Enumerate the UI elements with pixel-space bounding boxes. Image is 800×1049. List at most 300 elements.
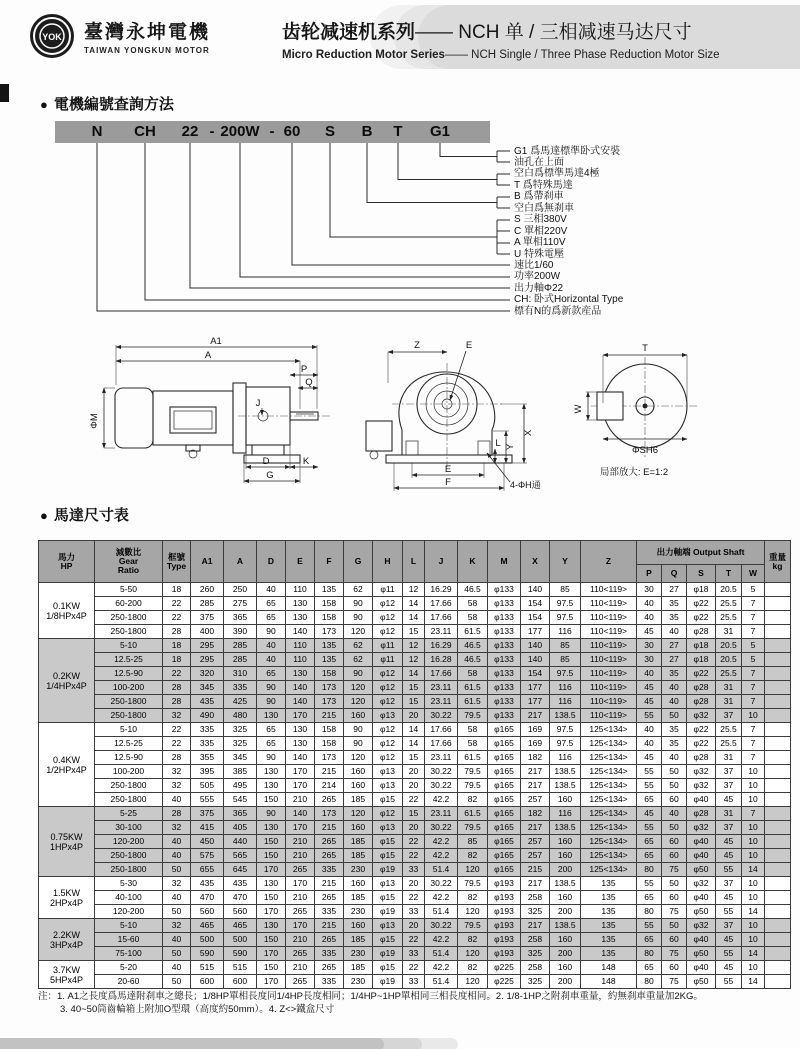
dimension-cell: φ13: [373, 877, 403, 891]
dimension-cell: 158: [315, 737, 344, 751]
dimension-cell: 135: [581, 933, 637, 947]
dimension-cell: 110<119>: [581, 639, 637, 653]
dimension-cell: 130: [257, 765, 286, 779]
col-header: F: [315, 541, 344, 583]
dimension-cell: 14: [742, 947, 765, 961]
dimension-cell: 60: [662, 891, 687, 905]
dimension-cell: 182: [521, 751, 550, 765]
dim-label-t: T: [642, 343, 648, 354]
dimension-cell: 17.66: [425, 611, 458, 625]
dimension-cell: 110<119>: [581, 653, 637, 667]
dimension-cell: 215: [315, 709, 344, 723]
dimension-cell: 120: [344, 751, 373, 765]
dimension-cell: 135: [581, 877, 637, 891]
dimension-cell: 82: [458, 849, 488, 863]
dimension-cell: 215: [521, 863, 550, 877]
page-tab-marker: [0, 84, 9, 102]
dimension-cell: 250-1800: [95, 695, 163, 709]
dim-label-a1: A1: [210, 336, 222, 347]
dimension-cell: φ193: [488, 947, 521, 961]
dimension-cell: 23.11: [425, 625, 458, 639]
dimension-cell: 80: [637, 947, 662, 961]
dimension-cell: φ32: [687, 919, 716, 933]
dimension-cell: [765, 737, 791, 751]
footer-band-inner: [0, 1038, 384, 1049]
dimension-cell: 75: [662, 905, 687, 919]
dimension-cell: 79.5: [458, 919, 488, 933]
dimension-cell: 575: [191, 849, 224, 863]
dimension-cell: φ133: [488, 709, 521, 723]
dimension-cell: φ165: [488, 779, 521, 793]
dimension-cell: 515: [224, 961, 257, 975]
code-label: 空白爲無刹車: [514, 202, 574, 214]
dimension-cell: 82: [458, 793, 488, 807]
dimension-cell: 10: [742, 849, 765, 863]
dimension-cell: 110<119>: [581, 667, 637, 681]
dimension-cell: 275: [224, 597, 257, 611]
dimension-cell: [765, 821, 791, 835]
dimension-cell: [765, 793, 791, 807]
dimension-cell: φ40: [687, 835, 716, 849]
dim-label-p: P: [300, 364, 308, 375]
dimension-cell: 32: [163, 821, 191, 835]
dimension-cell: φ12: [373, 695, 403, 709]
dimension-cell: φ165: [488, 723, 521, 737]
dimension-cell: 100-200: [95, 681, 163, 695]
dimension-cell: 28: [163, 681, 191, 695]
dimension-cell: 50: [163, 975, 191, 989]
dimension-cell: 345: [191, 681, 224, 695]
dimension-cell: 200: [550, 905, 581, 919]
dimension-cell: 182: [521, 807, 550, 821]
dimension-cell: 65: [637, 961, 662, 975]
dimension-cell: φ50: [687, 975, 716, 989]
motor-dimension-table: [38, 540, 791, 989]
dimension-cell: 465: [224, 919, 257, 933]
dimension-cell: 170: [286, 877, 315, 891]
dimension-cell: φ40: [687, 891, 716, 905]
dimension-cell: 40: [637, 667, 662, 681]
dimension-cell: φ165: [488, 835, 521, 849]
dimension-cell: 23.11: [425, 681, 458, 695]
dimension-cell: 20: [403, 919, 425, 933]
dimension-cell: φ133: [488, 681, 521, 695]
dim-label-y: Y: [505, 443, 516, 451]
table-row: [39, 905, 791, 919]
dimension-cell: 200: [550, 975, 581, 989]
code-label: 出力軸Φ22: [514, 282, 564, 294]
dimension-cell: φ13: [373, 709, 403, 723]
dimension-cell: 82: [458, 961, 488, 975]
dimension-cell: 32: [163, 765, 191, 779]
dimension-cell: 55: [716, 975, 742, 989]
dimension-cell: 46.5: [458, 639, 488, 653]
dimension-cell: 295: [191, 639, 224, 653]
dimension-cell: 85: [550, 639, 581, 653]
dimension-cell: 58: [458, 611, 488, 625]
dimension-cell: φ15: [373, 793, 403, 807]
dimension-cell: 150: [257, 835, 286, 849]
dimension-cell: 110<119>: [581, 681, 637, 695]
dimension-cell: 470: [191, 891, 224, 905]
dimension-cell: φ15: [373, 961, 403, 975]
dimension-cell: φ225: [488, 961, 521, 975]
dimension-cell: 51.4: [425, 863, 458, 877]
col-header: E: [286, 541, 315, 583]
dimension-cell: 500: [224, 933, 257, 947]
dimension-cell: 7: [742, 751, 765, 765]
table-header: [39, 541, 791, 583]
col-header: Z: [581, 541, 637, 583]
dimension-cell: φ50: [687, 905, 716, 919]
dimension-cell: φ18: [687, 653, 716, 667]
dimension-cell: 58: [458, 737, 488, 751]
table-row: [39, 611, 791, 625]
dimension-cell: 130: [257, 877, 286, 891]
col-header: X: [521, 541, 550, 583]
dimension-cell: 28: [163, 695, 191, 709]
dimension-cell: 85: [458, 835, 488, 849]
dimension-cell: 265: [315, 835, 344, 849]
dimension-cell: 50: [163, 863, 191, 877]
dimension-cell: 116: [550, 695, 581, 709]
dimension-cell: 32: [163, 779, 191, 793]
dimension-cell: 12: [403, 653, 425, 667]
dimension-cell: 40: [637, 737, 662, 751]
dimension-cell: φ13: [373, 765, 403, 779]
col-header: Y: [550, 541, 581, 583]
dimension-cell: 210: [286, 849, 315, 863]
dimension-cell: 265: [286, 975, 315, 989]
dimension-cell: 185: [344, 891, 373, 905]
dimension-cell: [765, 709, 791, 723]
dimension-cell: 200: [550, 947, 581, 961]
dimension-cell: 31: [716, 751, 742, 765]
dimension-cell: 65: [257, 597, 286, 611]
dimension-cell: 257: [521, 849, 550, 863]
dim-label-e-top: E: [465, 340, 473, 351]
dimension-cell: φ12: [373, 681, 403, 695]
power-group-cell: 0.4KW 1/2HPx4P: [39, 723, 95, 807]
dimension-cell: φ193: [488, 877, 521, 891]
dimension-cell: 90: [257, 751, 286, 765]
dimension-cell: 50: [662, 821, 687, 835]
dimension-cell: [765, 835, 791, 849]
dimension-cell: 22: [403, 891, 425, 905]
dimension-cell: 325: [224, 737, 257, 751]
dimension-cell: 65: [637, 933, 662, 947]
dimension-cell: 50: [662, 779, 687, 793]
dimension-cell: 14: [742, 975, 765, 989]
dimension-cell: 12: [403, 639, 425, 653]
dimension-cell: 135: [315, 583, 344, 597]
dimension-cell: 140: [286, 807, 315, 821]
dimension-cell: 5-20: [95, 961, 163, 975]
dimension-cell: 140: [521, 639, 550, 653]
dimension-cell: 20.5: [716, 583, 742, 597]
dimension-cell: [765, 891, 791, 905]
motor-drawings: [0, 335, 800, 503]
side-view-drawing: [89, 336, 332, 483]
dimension-cell: 5-25: [95, 807, 163, 821]
dimension-cell: [765, 877, 791, 891]
table-row: [39, 583, 791, 597]
dimension-cell: 55: [716, 905, 742, 919]
dimension-cell: 130: [286, 597, 315, 611]
dimension-cell: φ13: [373, 779, 403, 793]
dimension-cell: 265: [286, 905, 315, 919]
page-title-en-sub: —— NCH Single / Three Phase Reduction Motor Size: [444, 49, 720, 61]
dimension-cell: φ50: [687, 947, 716, 961]
dimension-cell: 645: [224, 863, 257, 877]
dimension-cell: 170: [286, 821, 315, 835]
dimension-cell: 135: [315, 639, 344, 653]
dimension-cell: 35: [662, 737, 687, 751]
dimension-cell: φ40: [687, 961, 716, 975]
dimension-cell: 90: [344, 667, 373, 681]
dimension-cell: 60: [662, 933, 687, 947]
dimension-cell: 22: [163, 667, 191, 681]
dimension-cell: 22: [163, 597, 191, 611]
dimension-cell: 215: [315, 821, 344, 835]
dimension-cell: 20: [403, 709, 425, 723]
dimension-cell: 10: [742, 835, 765, 849]
dimension-cell: φ133: [488, 667, 521, 681]
dimension-cell: 140: [286, 695, 315, 709]
dimension-cell: 85: [550, 653, 581, 667]
dimension-cell: 22: [403, 849, 425, 863]
page-title-zh: [282, 17, 720, 44]
table-row: [39, 891, 791, 905]
dim-label-x: X: [523, 429, 534, 437]
dimension-cell: [765, 751, 791, 765]
dimension-cell: 37: [716, 765, 742, 779]
dimension-cell: 125<134>: [581, 793, 637, 807]
notes-line-1: 注：1. A1之長度爲馬達附刹車之總長；1/8HP單相長度同1/4HP長度相同；1/4HP~1HP單相同三相長度相同。2. 1/8-1HP之附刹車重量，約無刹車重量加2KG。: [38, 991, 703, 1002]
dimension-cell: 215: [315, 919, 344, 933]
table-row: [39, 863, 791, 877]
dimension-cell: 130: [286, 723, 315, 737]
dimension-cell: 210: [286, 835, 315, 849]
dimension-cell: 435: [191, 695, 224, 709]
brand-logo: [28, 12, 210, 60]
dimension-cell: 20: [403, 779, 425, 793]
dimension-cell: 217: [521, 765, 550, 779]
table-row: [39, 625, 791, 639]
dimension-cell: 16.28: [425, 653, 458, 667]
dimension-cell: 169: [521, 723, 550, 737]
dimension-cell: 5-10: [95, 639, 163, 653]
dimension-cell: 250-1800: [95, 611, 163, 625]
dimension-cell: 28: [163, 625, 191, 639]
dimension-cell: 10: [742, 961, 765, 975]
dimension-cell: 185: [344, 849, 373, 863]
dimension-cell: 120: [344, 625, 373, 639]
dim-label-z: Z: [414, 340, 420, 351]
dimension-cell: 30.22: [425, 765, 458, 779]
code-label: G1 爲馬達標準卧式安裝: [514, 145, 621, 157]
dimension-cell: [765, 695, 791, 709]
table-row: [39, 667, 791, 681]
dimension-cell: 285: [224, 653, 257, 667]
dimension-cell: 250-1800: [95, 709, 163, 723]
dimension-cell: 12.5-90: [95, 751, 163, 765]
table-row: [39, 807, 791, 821]
dimension-cell: [765, 961, 791, 975]
dimension-cell: 40: [662, 681, 687, 695]
dimension-cell: φ193: [488, 905, 521, 919]
dimension-cell: 125<134>: [581, 723, 637, 737]
dimension-cell: 160: [550, 849, 581, 863]
dimension-cell: 110: [286, 583, 315, 597]
dimension-cell: φ165: [488, 765, 521, 779]
power-group-cell: 3.7KW 5HPx4P: [39, 961, 95, 989]
dimension-cell: 50: [662, 877, 687, 891]
dimension-cell: 590: [191, 947, 224, 961]
bullet-icon: ●: [40, 508, 48, 523]
dimension-cell: 35: [662, 611, 687, 625]
dimension-cell: 217: [521, 709, 550, 723]
dimension-cell: 217: [521, 919, 550, 933]
dimension-cell: 170: [257, 975, 286, 989]
dimension-cell: φ15: [373, 849, 403, 863]
dimension-cell: 217: [521, 779, 550, 793]
dimension-cell: 138.5: [550, 709, 581, 723]
dimension-cell: 65: [637, 835, 662, 849]
dimension-cell: [765, 975, 791, 989]
dimension-cell: 65: [257, 667, 286, 681]
dimension-cell: 230: [344, 947, 373, 961]
dimension-cell: 40: [257, 639, 286, 653]
dimension-cell: 14: [403, 723, 425, 737]
dimension-cell: 170: [257, 905, 286, 919]
dimension-cell: 22: [403, 793, 425, 807]
dimension-cell: 75: [662, 975, 687, 989]
dimension-cell: 7: [742, 723, 765, 737]
logo-monogram: YOK: [42, 32, 62, 42]
dimension-cell: 5-30: [95, 877, 163, 891]
dimension-cell: 138.5: [550, 779, 581, 793]
notes-line-2: 3. 40~50筒齒輪箱上附加O型環（高度約50mm）。4. Z<>鐵盒尺寸: [60, 1004, 335, 1015]
dimension-cell: φ28: [687, 681, 716, 695]
col-header: D: [257, 541, 286, 583]
dimension-cell: 170: [257, 863, 286, 877]
dimension-cell: φ133: [488, 653, 521, 667]
table-row: [39, 765, 791, 779]
dimension-cell: φ12: [373, 667, 403, 681]
power-group-cell: 0.1KW 1/8HPx4P: [39, 583, 95, 639]
dimension-cell: 17.66: [425, 667, 458, 681]
dimension-cell: 40: [662, 625, 687, 639]
dimension-cell: 22: [163, 737, 191, 751]
dimension-cell: 325: [521, 947, 550, 961]
dimension-cell: 15-60: [95, 933, 163, 947]
dimension-cell: 170: [286, 779, 315, 793]
dimension-cell: 42.2: [425, 961, 458, 975]
dimension-cell: 90: [344, 597, 373, 611]
dimension-cell: 45: [637, 807, 662, 821]
dimension-cell: 265: [286, 947, 315, 961]
dimension-cell: [765, 947, 791, 961]
dimension-cell: φ22: [687, 597, 716, 611]
dimension-cell: 30.22: [425, 919, 458, 933]
dimension-cell: φ12: [373, 737, 403, 751]
dimension-cell: 61.5: [458, 807, 488, 821]
dimension-cell: φ28: [687, 625, 716, 639]
dimension-cell: 116: [550, 681, 581, 695]
dimension-cell: 46.5: [458, 583, 488, 597]
dimension-cell: 90: [344, 611, 373, 625]
model-code-part: T: [393, 123, 403, 140]
table-row: [39, 835, 791, 849]
dimension-cell: 7: [742, 695, 765, 709]
dimension-cell: 45: [637, 681, 662, 695]
dimension-cell: 90: [257, 625, 286, 639]
dimension-cell: 14: [403, 667, 425, 681]
dimension-cell: 154: [521, 667, 550, 681]
dimension-cell: [765, 919, 791, 933]
dimension-cell: 40: [637, 597, 662, 611]
table-row: [39, 919, 791, 933]
dimension-cell: 260: [191, 583, 224, 597]
dimension-cell: 33: [403, 975, 425, 989]
dimension-cell: φ32: [687, 821, 716, 835]
table-notes: [38, 990, 783, 1016]
dimension-cell: 185: [344, 961, 373, 975]
col-header: T: [716, 565, 742, 583]
dimension-cell: 390: [224, 625, 257, 639]
dimension-cell: 160: [550, 961, 581, 975]
col-header: 馬力 HP: [39, 541, 95, 583]
dimension-cell: 185: [344, 933, 373, 947]
dimension-cell: 120: [458, 905, 488, 919]
dimension-cell: 110<119>: [581, 695, 637, 709]
dimension-cell: φ165: [488, 863, 521, 877]
dimension-cell: 120: [458, 975, 488, 989]
dimension-cell: 16.29: [425, 583, 458, 597]
dimension-cell: φ32: [687, 709, 716, 723]
dimension-cell: 50: [662, 709, 687, 723]
dimension-cell: 250-1800: [95, 863, 163, 877]
dimension-cell: 23.11: [425, 807, 458, 821]
table-row: [39, 639, 791, 653]
dimension-cell: [765, 905, 791, 919]
dim-label-k: K: [302, 456, 310, 467]
dimension-table-title: [40, 504, 129, 525]
dimension-cell: φ11: [373, 583, 403, 597]
dimension-cell: 50: [163, 905, 191, 919]
dimension-cell: 5-50: [95, 583, 163, 597]
dimension-cell: 158: [315, 723, 344, 737]
dimension-cell: 210: [286, 933, 315, 947]
dim-label-w: W: [573, 404, 584, 414]
code-label: U 特殊電壓: [514, 248, 564, 260]
dimension-cell: 10: [742, 765, 765, 779]
table-row: [39, 877, 791, 891]
dimension-cell: φ133: [488, 597, 521, 611]
dimension-cell: φ15: [373, 933, 403, 947]
dimension-cell: 125<134>: [581, 765, 637, 779]
dimension-cell: 214: [315, 779, 344, 793]
dimension-cell: 97.5: [550, 737, 581, 751]
col-header: S: [687, 565, 716, 583]
dimension-cell: 120: [344, 695, 373, 709]
col-header: A1: [191, 541, 224, 583]
dimension-cell: 140: [286, 625, 315, 639]
table-row: [39, 723, 791, 737]
dimension-cell: 23.11: [425, 695, 458, 709]
code-label: 油孔在上面: [514, 156, 564, 168]
